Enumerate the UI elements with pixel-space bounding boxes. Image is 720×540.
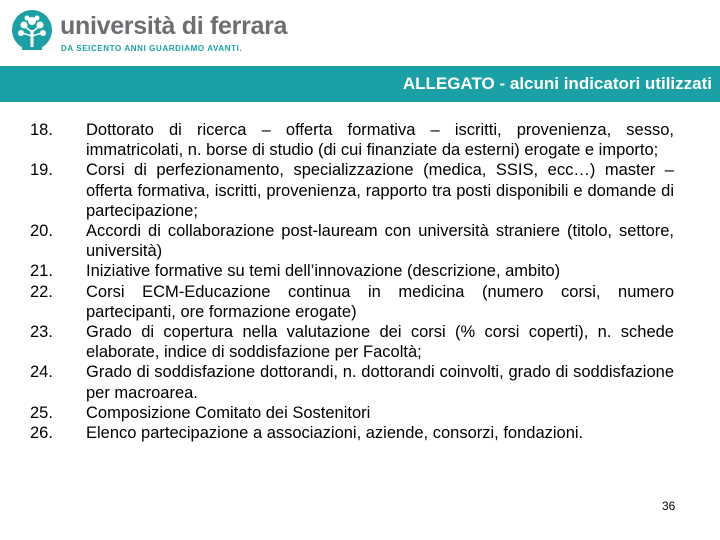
item-text: Composizione Comitato dei Sostenitori <box>86 403 371 422</box>
item-text: Dottorato di ricerca – offerta formativa – iscritti, provenienza, sesso, immatricolati, n. borse di studio (di cui finanziate da esterni) erogate e importo; <box>86 121 674 160</box>
item-text: Corsi ECM-Educazione continua in medicina (numero corsi, numero partecipanti, ore formazione erogate) <box>86 282 674 321</box>
item-text: Iniziative formative su temi dell’innovazione (descrizione, ambito) <box>86 262 561 281</box>
list-item <box>30 160 674 221</box>
item-number: 18. <box>30 121 53 139</box>
slide-title: ALLEGATO - alcuni indicatori utilizzati <box>402 74 712 93</box>
item-text: Corsi di perfezionamento, specializzazione (medica, SSIS, ecc…) master – offerta formativa, iscritti, provenienza, rapporto tra posti disponibili e domande di partecipazione; <box>86 161 674 220</box>
university-tagline: DA SEICENTO ANNI GUARDIAMO AVANTI. <box>61 44 243 53</box>
list-item <box>30 403 674 423</box>
list-item <box>30 322 674 362</box>
list-item <box>30 261 674 281</box>
item-number: 23. <box>30 323 53 342</box>
page-number: 36 <box>662 499 676 513</box>
list-item <box>30 221 674 261</box>
indicator-list <box>30 120 674 443</box>
university-name: università di ferrara <box>60 12 288 40</box>
list-item <box>30 120 674 160</box>
item-number: 26. <box>30 424 53 443</box>
item-text: Grado di soddisfazione dottorandi, n. dottorandi coinvolti, grado di soddisfazione per macroarea. <box>86 363 674 402</box>
item-number: 22. <box>30 282 53 301</box>
tree-logo-icon <box>10 8 54 56</box>
university-logo <box>6 6 326 62</box>
list-item <box>30 282 674 322</box>
list-item <box>30 423 674 443</box>
list-item <box>30 362 674 402</box>
item-number: 19. <box>30 161 53 180</box>
item-text: Grado di copertura nella valutazione dei corsi (% corsi coperti), n. schede elaborate, indice di soddisfazione per Facoltà; <box>86 323 674 362</box>
item-number: 20. <box>30 222 53 241</box>
item-number: 24. <box>30 363 53 382</box>
item-number: 21. <box>30 262 53 281</box>
item-text: Accordi di collaborazione post-lauream con università straniere (titolo, settore, università) <box>86 222 674 261</box>
title-band <box>0 66 720 102</box>
item-number: 25. <box>30 403 53 422</box>
item-text: Elenco partecipazione a associazioni, aziende, consorzi, fondazioni. <box>86 424 584 443</box>
